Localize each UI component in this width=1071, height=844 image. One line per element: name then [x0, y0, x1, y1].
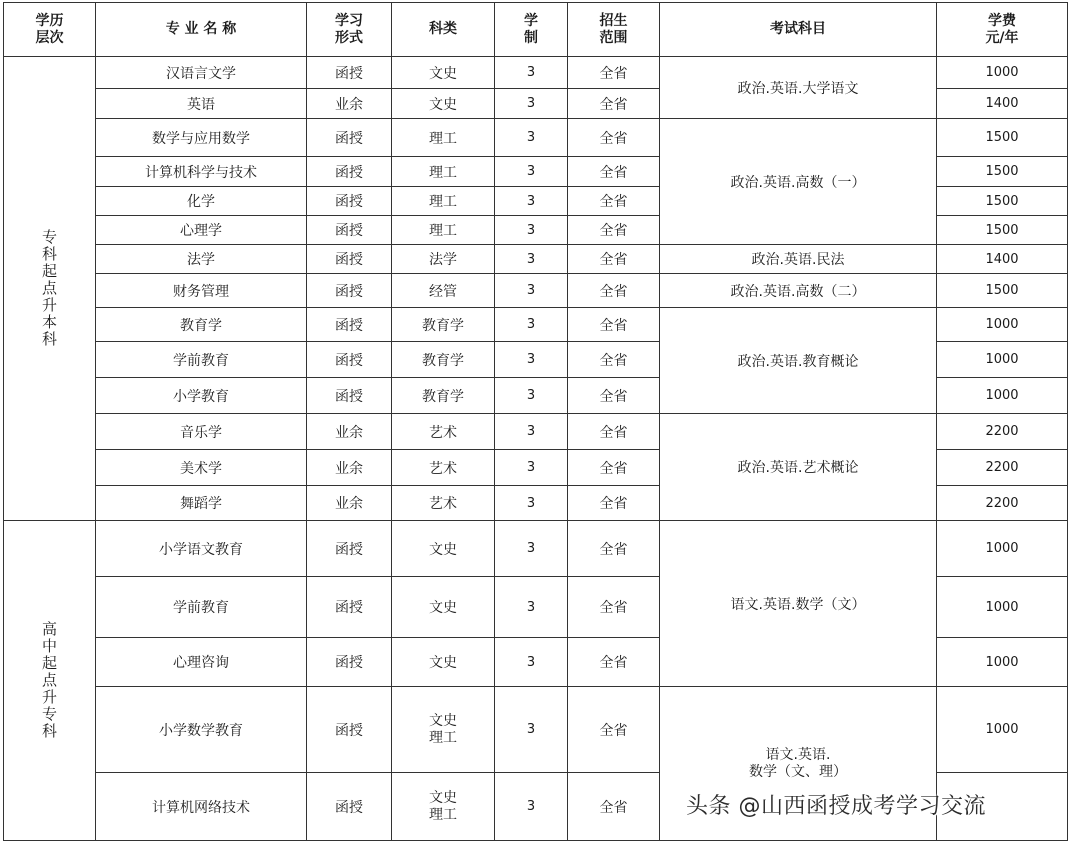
category-cell: 文史 理工: [392, 687, 495, 773]
category-cell: 文史 理工: [392, 773, 495, 841]
scope-cell: 全省: [568, 119, 660, 157]
fee-cell: 1500: [937, 157, 1068, 187]
header-exam: 考试科目: [660, 3, 937, 57]
duration-cell: 3: [495, 157, 568, 187]
exam-cell: 政治.英语.高数（二）: [660, 274, 937, 308]
duration-cell: 3: [495, 119, 568, 157]
fee-cell: 1500: [937, 274, 1068, 308]
category-cell: 理工: [392, 157, 495, 187]
fee-cell: 1000: [937, 342, 1068, 378]
duration-cell: 3: [495, 638, 568, 687]
table-row: [4, 308, 1068, 342]
category-cell: 教育学: [392, 342, 495, 378]
mode-cell: 函授: [307, 157, 392, 187]
major-cell: 化学: [96, 187, 307, 216]
category-cell: 文史: [392, 89, 495, 119]
fee-cell: 2200: [937, 414, 1068, 450]
fee-cell: 2200: [937, 450, 1068, 486]
fee-cell: 1500: [937, 187, 1068, 216]
fee-cell: 1000: [937, 378, 1068, 414]
major-cell: 法学: [96, 245, 307, 274]
major-cell: 学前教育: [96, 342, 307, 378]
category-cell: 文史: [392, 638, 495, 687]
scope-cell: 全省: [568, 342, 660, 378]
scope-cell: 全省: [568, 187, 660, 216]
duration-cell: 3: [495, 773, 568, 841]
mode-cell: 业余: [307, 450, 392, 486]
major-cell: 英语: [96, 89, 307, 119]
header-level: 学历 层次: [4, 3, 96, 57]
table-row: [4, 245, 1068, 274]
category-cell: 理工: [392, 119, 495, 157]
level-cell-gqz: 高中起点升专科: [4, 521, 96, 841]
major-cell: 学前教育: [96, 577, 307, 638]
mode-cell: 函授: [307, 274, 392, 308]
category-cell: 艺术: [392, 414, 495, 450]
fee-cell: 1400: [937, 245, 1068, 274]
scope-cell: 全省: [568, 450, 660, 486]
mode-cell: 业余: [307, 486, 392, 521]
fee-cell: 2200: [937, 486, 1068, 521]
scope-cell: 全省: [568, 216, 660, 245]
fee-cell: 1000: [937, 638, 1068, 687]
major-cell: 教育学: [96, 308, 307, 342]
scope-cell: 全省: [568, 89, 660, 119]
duration-cell: 3: [495, 486, 568, 521]
fee-cell: 1500: [937, 119, 1068, 157]
mode-cell: 函授: [307, 187, 392, 216]
category-cell: 理工: [392, 216, 495, 245]
header-row: [4, 3, 1068, 57]
fee-cell: 1400: [937, 89, 1068, 119]
mode-cell: 函授: [307, 638, 392, 687]
category-cell: 教育学: [392, 308, 495, 342]
scope-cell: 全省: [568, 57, 660, 89]
fee-cell: 1000: [937, 57, 1068, 89]
category-cell: 文史: [392, 521, 495, 577]
category-cell: 文史: [392, 577, 495, 638]
duration-cell: 3: [495, 57, 568, 89]
scope-cell: 全省: [568, 687, 660, 773]
major-cell: 舞蹈学: [96, 486, 307, 521]
major-cell: 计算机网络技术: [96, 773, 307, 841]
fee-cell: 1000: [937, 687, 1068, 773]
header-fee: 学费 元/年: [937, 3, 1068, 57]
header-mode: 学习 形式: [307, 3, 392, 57]
fee-cell: 1000: [937, 521, 1068, 577]
major-cell: 小学教育: [96, 378, 307, 414]
exam-cell: 语文.英语. 数学（文、理）: [660, 687, 937, 841]
category-cell: 法学: [392, 245, 495, 274]
table-row: [4, 274, 1068, 308]
major-cell: 数学与应用数学: [96, 119, 307, 157]
mode-cell: 函授: [307, 57, 392, 89]
scope-cell: 全省: [568, 414, 660, 450]
mode-cell: 函授: [307, 773, 392, 841]
duration-cell: 3: [495, 342, 568, 378]
mode-cell: 函授: [307, 308, 392, 342]
scope-cell: 全省: [568, 486, 660, 521]
mode-cell: 函授: [307, 521, 392, 577]
duration-cell: 3: [495, 89, 568, 119]
mode-cell: 业余: [307, 414, 392, 450]
scope-cell: 全省: [568, 157, 660, 187]
duration-cell: 3: [495, 414, 568, 450]
table-row: [4, 687, 1068, 773]
scope-cell: 全省: [568, 577, 660, 638]
duration-cell: 3: [495, 521, 568, 577]
duration-cell: 3: [495, 577, 568, 638]
watermark-text: 头条 @山西函授成考学习交流: [686, 794, 986, 819]
category-cell: 艺术: [392, 486, 495, 521]
header-scope: 招生 范围: [568, 3, 660, 57]
scope-cell: 全省: [568, 638, 660, 687]
table-row: [4, 521, 1068, 577]
category-cell: 教育学: [392, 378, 495, 414]
exam-cell: 政治.英语.民法: [660, 245, 937, 274]
duration-cell: 3: [495, 187, 568, 216]
exam-cell: 政治.英语.高数（一）: [660, 119, 937, 245]
major-cell: 小学数学教育: [96, 687, 307, 773]
scope-cell: 全省: [568, 245, 660, 274]
duration-cell: 3: [495, 378, 568, 414]
duration-cell: 3: [495, 308, 568, 342]
header-duration: 学 制: [495, 3, 568, 57]
category-cell: 经管: [392, 274, 495, 308]
major-cell: 心理学: [96, 216, 307, 245]
mode-cell: 函授: [307, 687, 392, 773]
exam-cell: 政治.英语.教育概论: [660, 308, 937, 414]
major-cell: 音乐学: [96, 414, 307, 450]
mode-cell: 函授: [307, 577, 392, 638]
table-row: [4, 57, 1068, 89]
major-cell: 计算机科学与技术: [96, 157, 307, 187]
exam-cell: 政治.英语.大学语文: [660, 57, 937, 119]
scope-cell: 全省: [568, 521, 660, 577]
scope-cell: 全省: [568, 274, 660, 308]
mode-cell: 函授: [307, 216, 392, 245]
level-cell-zsb: 专科起点升本科: [4, 57, 96, 521]
major-cell: 美术学: [96, 450, 307, 486]
duration-cell: 3: [495, 245, 568, 274]
fee-cell: 1000: [937, 308, 1068, 342]
mode-cell: 业余: [307, 89, 392, 119]
scope-cell: 全省: [568, 308, 660, 342]
duration-cell: 3: [495, 216, 568, 245]
admissions-table: [3, 2, 1068, 841]
category-cell: 艺术: [392, 450, 495, 486]
header-category: 科类: [392, 3, 495, 57]
scope-cell: 全省: [568, 378, 660, 414]
exam-cell: 语文.英语.数学（文）: [660, 521, 937, 687]
major-cell: 小学语文教育: [96, 521, 307, 577]
table-row: [4, 119, 1068, 157]
mode-cell: 函授: [307, 342, 392, 378]
exam-cell: 政治.英语.艺术概论: [660, 414, 937, 521]
category-cell: 理工: [392, 187, 495, 216]
major-cell: 汉语言文学: [96, 57, 307, 89]
major-cell: 心理咨询: [96, 638, 307, 687]
duration-cell: 3: [495, 274, 568, 308]
category-cell: 文史: [392, 57, 495, 89]
table-row: [4, 414, 1068, 450]
major-cell: 财务管理: [96, 274, 307, 308]
scope-cell: 全省: [568, 773, 660, 841]
fee-cell: 1500: [937, 216, 1068, 245]
mode-cell: 函授: [307, 245, 392, 274]
fee-cell: 1000: [937, 577, 1068, 638]
duration-cell: 3: [495, 450, 568, 486]
duration-cell: 3: [495, 687, 568, 773]
mode-cell: 函授: [307, 378, 392, 414]
mode-cell: 函授: [307, 119, 392, 157]
header-major: 专 业 名 称: [96, 3, 307, 57]
